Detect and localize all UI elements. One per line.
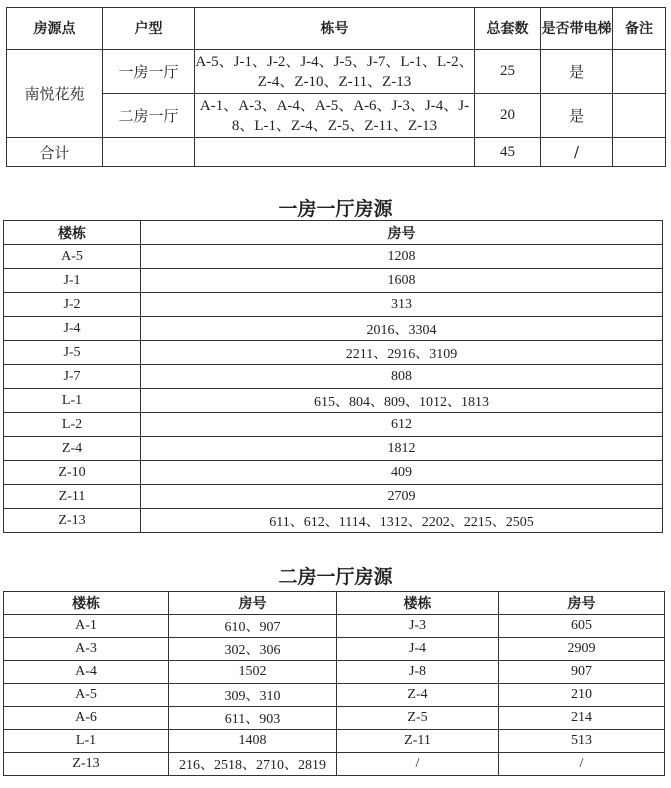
building-cell-2: / <box>337 753 499 776</box>
rooms-cell: 1812 <box>141 437 663 461</box>
table-row <box>4 730 665 753</box>
rooms-cell: 611、903 <box>169 707 337 730</box>
building-cell: A-6 <box>4 707 169 730</box>
rooms-cell-2: 513 <box>499 730 665 753</box>
elevator-flag: 是 <box>541 50 613 94</box>
building-cell-2: J-4 <box>337 638 499 661</box>
rooms-cell: 1608 <box>141 269 663 293</box>
summary-row <box>7 94 666 138</box>
building-cell: Z-13 <box>4 753 169 776</box>
building-cell: A-4 <box>4 661 169 684</box>
unit-type: 一房一厅 <box>103 50 195 94</box>
total-buildings <box>195 138 475 167</box>
header-rooms-2: 房号 <box>499 592 665 615</box>
one-room-title: 一房一厅房源 <box>278 198 393 220</box>
summary-table <box>6 7 666 167</box>
notes-cell <box>613 50 666 94</box>
rooms-cell: 615、804、809、1012、1813 <box>141 389 663 413</box>
header-building: 楼栋 <box>4 592 169 615</box>
building-cell: J-2 <box>4 293 141 317</box>
building-cell-2: Z-11 <box>337 730 499 753</box>
rooms-cell: 611、612、1114、1312、2202、2215、2505 <box>141 509 663 533</box>
building-list: A-1、A-3、A-4、A-5、A-6、J-3、J-4、J-8、L-1、Z-4、Z-5、Z-11、Z-13 <box>195 94 475 138</box>
summary-total-row <box>7 138 666 167</box>
building-cell: Z-4 <box>4 437 141 461</box>
table-row <box>4 317 663 341</box>
building-cell: Z-11 <box>4 485 141 509</box>
unit-type: 二房一厅 <box>103 94 195 138</box>
rooms-cell: 2211、2916、3109 <box>141 341 663 365</box>
building-cell: J-4 <box>4 317 141 341</box>
rooms-cell-2: / <box>499 753 665 776</box>
table-row <box>4 707 665 730</box>
table-row <box>4 485 663 509</box>
rooms-cell-2: 214 <box>499 707 665 730</box>
table-row <box>4 437 663 461</box>
rooms-cell-2: 2909 <box>499 638 665 661</box>
summary-row <box>7 50 666 94</box>
header-building-2: 楼栋 <box>337 592 499 615</box>
header-notes: 备注 <box>613 8 666 50</box>
building-cell: A-3 <box>4 638 169 661</box>
total-notes <box>613 138 666 167</box>
rooms-cell: 1208 <box>141 245 663 269</box>
building-cell: Z-10 <box>4 461 141 485</box>
building-cell: A-1 <box>4 615 169 638</box>
table-row <box>4 341 663 365</box>
table-row <box>4 661 665 684</box>
total-type <box>103 138 195 167</box>
building-cell-2: Z-5 <box>337 707 499 730</box>
two-room-table <box>3 591 665 776</box>
building-cell-2: J-3 <box>337 615 499 638</box>
rooms-cell: 216、2518、2710、2819 <box>169 753 337 776</box>
header-buildings: 栋号 <box>195 8 475 50</box>
header-rooms: 房号 <box>141 221 663 245</box>
rooms-cell: 2016、3304 <box>141 317 663 341</box>
table-row <box>4 293 663 317</box>
building-cell: L-1 <box>4 389 141 413</box>
rooms-cell-2: 907 <box>499 661 665 684</box>
rooms-cell: 313 <box>141 293 663 317</box>
building-cell: J-7 <box>4 365 141 389</box>
header-type: 户型 <box>103 8 195 50</box>
table-row <box>4 753 665 776</box>
rooms-cell-2: 605 <box>499 615 665 638</box>
building-list: A-5、J-1、J-2、J-4、J-5、J-7、L-1、L-2、Z-4、Z-10、Z-11、Z-13 <box>195 50 475 94</box>
rooms-cell: 610、907 <box>169 615 337 638</box>
table-row <box>4 413 663 437</box>
table-row <box>4 365 663 389</box>
one-room-body <box>4 245 663 533</box>
header-total: 总套数 <box>475 8 541 50</box>
building-cell: J-1 <box>4 269 141 293</box>
header-elevator: 是否带电梯 <box>541 8 613 50</box>
notes-cell <box>613 94 666 138</box>
two-room-body <box>4 615 665 776</box>
table-row <box>4 684 665 707</box>
elevator-flag: 是 <box>541 94 613 138</box>
building-cell: L-2 <box>4 413 141 437</box>
building-cell: Z-13 <box>4 509 141 533</box>
rooms-cell: 2709 <box>141 485 663 509</box>
rooms-cell: 1502 <box>169 661 337 684</box>
rooms-cell-2: 210 <box>499 684 665 707</box>
building-cell-2: J-8 <box>337 661 499 684</box>
building-cell: A-5 <box>4 684 169 707</box>
rooms-cell: 302、306 <box>169 638 337 661</box>
grand-total: 45 <box>475 138 541 167</box>
total-count: 20 <box>475 94 541 138</box>
table-row <box>4 615 665 638</box>
building-cell-2: Z-4 <box>337 684 499 707</box>
table-row <box>4 389 663 413</box>
total-count: 25 <box>475 50 541 94</box>
total-elevator: / <box>541 138 613 167</box>
rooms-cell: 309、310 <box>169 684 337 707</box>
header-rooms: 房号 <box>169 592 337 615</box>
two-room-title: 二房一厅房源 <box>278 566 393 588</box>
table-row <box>4 509 663 533</box>
rooms-cell: 1408 <box>169 730 337 753</box>
one-room-table <box>3 220 663 533</box>
rooms-cell: 808 <box>141 365 663 389</box>
table-row <box>4 269 663 293</box>
rooms-cell: 612 <box>141 413 663 437</box>
site-name: 南悦花苑 <box>7 50 103 138</box>
total-label: 合计 <box>7 138 103 167</box>
table-row <box>4 461 663 485</box>
table-row <box>4 245 663 269</box>
building-cell: A-5 <box>4 245 141 269</box>
header-building: 楼栋 <box>4 221 141 245</box>
rooms-cell: 409 <box>141 461 663 485</box>
building-cell: J-5 <box>4 341 141 365</box>
table-row <box>4 638 665 661</box>
header-source: 房源点 <box>7 8 103 50</box>
building-cell: L-1 <box>4 730 169 753</box>
